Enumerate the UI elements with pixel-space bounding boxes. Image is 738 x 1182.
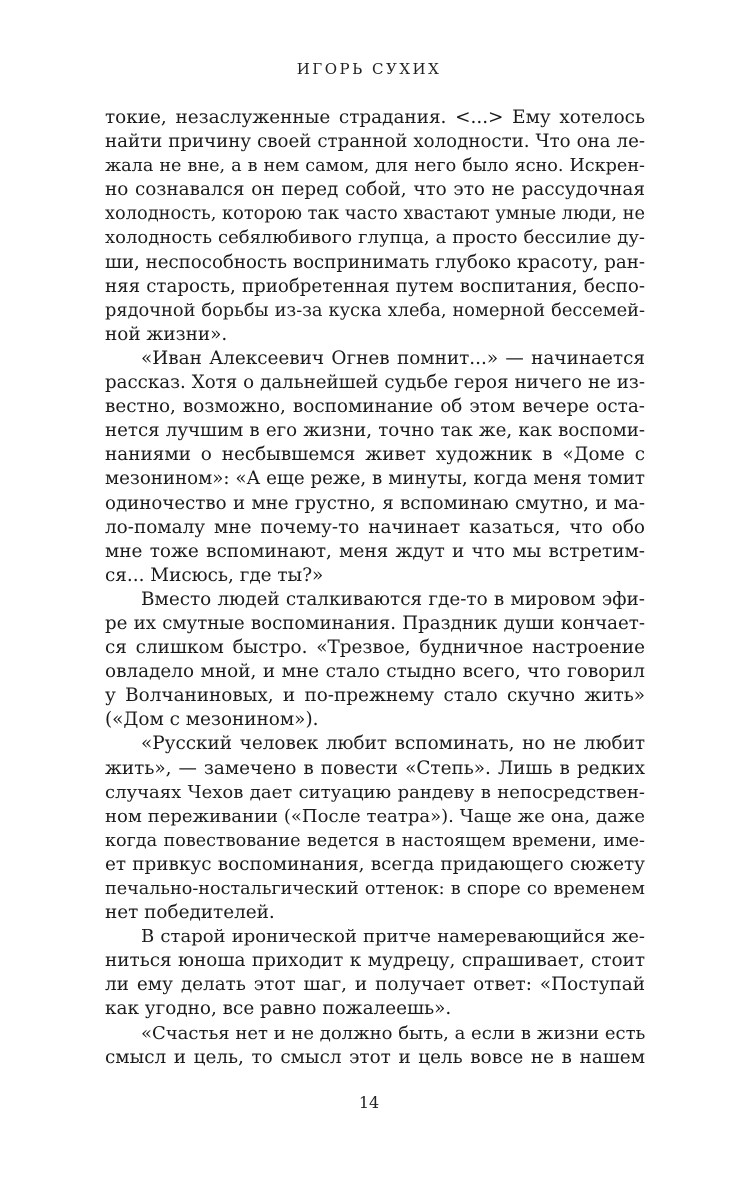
text-line: как угодно, все равно пожалеешь». <box>105 998 452 1020</box>
text-line: ной жизни». <box>105 323 228 345</box>
text-line: В старой иронической притче намеревающийся же- <box>141 926 645 948</box>
text-line: рассказ. Хотя о дальнейшей судьбе героя ничего не из- <box>105 372 645 394</box>
text-line: холодность, которою так часто хвастают умные люди, не <box>105 203 646 225</box>
text-line: ниться юноша приходит к мудрецу, спрашивает, стоит <box>105 950 645 972</box>
page-number: 14 <box>358 1093 380 1112</box>
text-line: ном переживании («После театра»). Чаще же она, даже <box>105 805 645 827</box>
text-line: мезонином»: «А еще реже, в минуты, когда меня томит <box>105 468 645 490</box>
text-line: токие, незаслуженные страдания. <...> Ему хотелось <box>105 107 645 128</box>
text-line: смысл и цель, то смысл этот и цель вовсе не в нашем <box>105 1046 645 1068</box>
text-line: «Счастья нет и не должно быть, а если в жизни есть <box>141 1022 646 1044</box>
text-line: жить», — замечено в повести «Степь». Лишь в редких <box>105 757 645 779</box>
text-line: «Иван Алексеевич Огнев помнит...» — начинается <box>141 347 645 369</box>
text-line: овладело мной, и мне стало стыдно всего, что говорил <box>105 661 645 683</box>
text-line: нется лучшим в его жизни, точно так же, как воспоми- <box>105 420 645 442</box>
text-line: наниями о несбывшемся живет художник в «Доме с <box>105 444 645 466</box>
text-line: случаях Чехов дает ситуацию рандеву в непосредствен- <box>105 781 645 803</box>
text-line: холодность себялюбивого глупца, а просто бессилие ду- <box>105 227 645 249</box>
text-line: когда повествование ведется в настоящем времени, име- <box>105 830 645 851</box>
text-line: вестно, возможно, воспоминание об этом вечере оста- <box>105 396 645 418</box>
running-head-author: ИГОРЬ СУХИХ <box>296 60 442 78</box>
text-line: ся... Мисюсь, где ты?» <box>105 564 324 586</box>
text-line: «Русский человек любит вспоминать, но не любит <box>141 733 645 755</box>
text-line: найти причину своей странной холодности. Что она ле- <box>105 131 645 153</box>
text-line: ре их смутные воспоминания. Праздник души кончает- <box>105 612 645 634</box>
text-line: одиночество и мне грустно, я вспоминаю смутно, и ма- <box>105 492 645 514</box>
text-line: Вместо людей сталкиваются где-то в мировом эфи- <box>141 588 645 610</box>
text-line: ло-помалу мне почему-то начинает казаться, что обо <box>105 516 645 538</box>
text-line: («Дом с мезонином»). <box>105 709 319 731</box>
text-line: ет привкус воспоминания, всегда придающего сюжету <box>105 853 645 875</box>
body-text <box>105 106 645 1070</box>
text-line: но сознавался он перед собой, что это не рассудочная <box>105 179 645 201</box>
text-line: ши, неспособность воспринимать глубоко красоту, ран- <box>105 251 645 273</box>
text-line: мне тоже вспоминают, меня ждут и что мы встретим- <box>105 540 645 562</box>
text-line: нет победителей. <box>105 902 275 924</box>
text-line: печально-ностальгический оттенок: в споре со временем <box>105 879 645 899</box>
text-line: ли ему делать этот шаг, и получает ответ: «Поступай <box>105 974 645 996</box>
text-line: няя старость, приобретенная путем воспитания, беспо- <box>105 275 645 297</box>
text-line: ся слишком быстро. «Трезвое, будничное настроение <box>105 637 645 659</box>
text-line: рядочной борьбы из-за куска хлеба, номерной бессемей- <box>105 299 645 321</box>
text-line: жала не вне, а в нем самом, для него было ясно. Искрен- <box>105 156 645 177</box>
text-line: у Волчаниновых, и по-прежнему стало скучно жить» <box>105 685 645 707</box>
